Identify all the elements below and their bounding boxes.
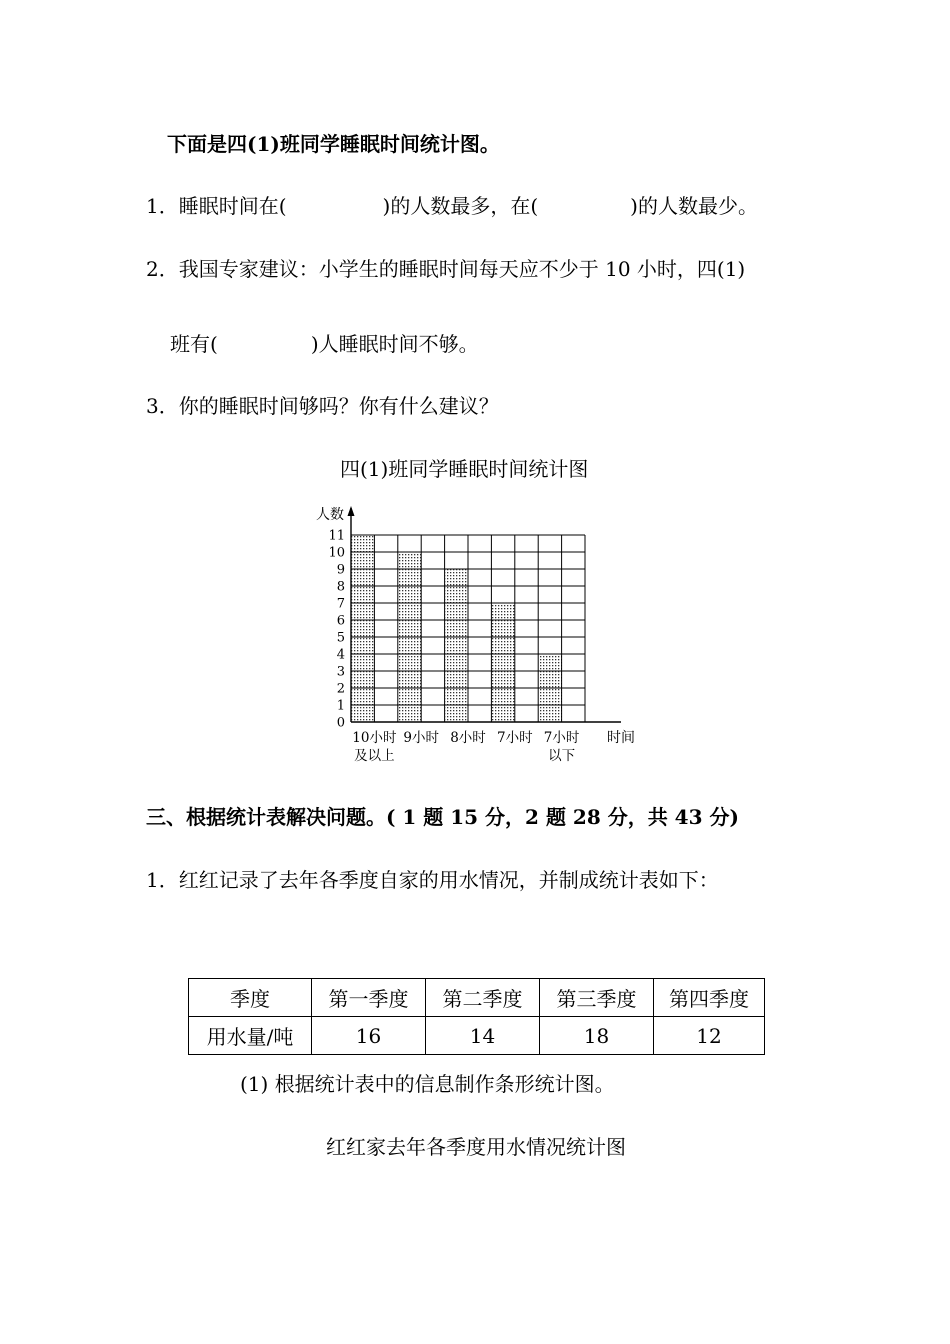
question-1 [146, 196, 758, 216]
table-header-cell: 第三季度 [540, 979, 654, 1017]
question-1-part-a: 睡眠时间在( [178, 194, 287, 218]
chart-y-tick-label: 10 [328, 545, 345, 561]
chart-y-tick-label: 4 [336, 647, 345, 663]
chart-x-tick-label: 10小时 [352, 730, 397, 746]
question-1-part-b: )的人数最多，在( [382, 194, 539, 218]
table-row [189, 1017, 765, 1055]
sleep-time-bar-chart [300, 500, 660, 770]
chart-x-tick-label: 及以上 [354, 748, 395, 764]
question-2-number: 2． [146, 257, 179, 281]
chart-y-tick-label: 11 [328, 528, 345, 544]
chart-x-tick-label: 9小时 [403, 730, 439, 746]
question-2-line2 [170, 334, 479, 354]
chart-x-tick-label: 8小时 [450, 730, 486, 746]
chart-bar [445, 569, 468, 722]
section-3-question-1 [146, 870, 719, 890]
table-cell: 18 [540, 1017, 654, 1055]
sub-question-1: (1) 根据统计表中的信息制作条形统计图。 [240, 1072, 615, 1096]
question-2-part-a: 班有( [170, 332, 218, 356]
chart-title: 四(1)班同学睡眠时间统计图 [340, 457, 589, 481]
question-3 [146, 396, 499, 416]
chart-bar [491, 603, 514, 722]
section-3-question-1-text: 红红记录了去年各季度自家的用水情况，并制成统计表如下： [178, 868, 719, 892]
table-cell: 16 [312, 1017, 426, 1055]
table-cell: 14 [426, 1017, 540, 1055]
chart-y-tick-label: 9 [336, 562, 345, 578]
question-1-number: 1． [146, 194, 179, 218]
table-header-cell: 第二季度 [426, 979, 540, 1017]
chart-y-tick-label: 8 [336, 579, 345, 595]
table-header-cell: 第四季度 [654, 979, 765, 1017]
chart-x-axis-label: 时间 [607, 730, 635, 746]
chart-y-tick-label: 7 [336, 596, 345, 612]
chart-y-tick-label: 5 [336, 630, 345, 646]
question-2-part-b: )人睡眠时间不够。 [310, 332, 479, 356]
chart-y-axis-arrow [348, 506, 355, 516]
chart-x-tick-label: 7小时 [543, 730, 580, 746]
chart-y-tick-label: 0 [336, 715, 345, 731]
chart-x-tick-label: 以下 [548, 748, 576, 764]
chart-y-tick-label: 1 [336, 698, 345, 714]
chart-bar [351, 535, 374, 722]
chart-x-tick-label: 7小时 [497, 730, 533, 746]
question-1-part-c: )的人数最少。 [630, 194, 758, 218]
table-cell: 用水量/吨 [189, 1017, 312, 1055]
question-2 [146, 259, 745, 279]
chart-y-tick-label: 6 [336, 613, 345, 629]
intro-text: 下面是四(1)班同学睡眠时间统计图。 [167, 132, 500, 156]
section-3-title: 三、根据统计表解决问题。( 1 题 15 分，2 题 28 分，共 43 分) [146, 805, 739, 829]
question-3-text: 你的睡眠时间够吗？你有什么建议？ [178, 394, 499, 418]
chart-y-tick-label: 3 [336, 664, 345, 680]
chart-y-axis-label: 人数 [316, 507, 344, 523]
table-header-row [189, 979, 765, 1017]
section-3-question-1-number: 1． [146, 868, 179, 892]
chart-2-title: 红红家去年各季度用水情况统计图 [326, 1135, 626, 1159]
table-cell: 12 [654, 1017, 765, 1055]
table-header-cell: 季度 [189, 979, 312, 1017]
table-header-cell: 第一季度 [312, 979, 426, 1017]
question-2-line1: 我国专家建议：小学生的睡眠时间每天应不少于 10 小时，四(1) [178, 257, 746, 281]
chart-y-tick-label: 2 [336, 681, 345, 697]
water-usage-table [188, 978, 765, 1055]
question-3-number: 3． [146, 394, 179, 418]
